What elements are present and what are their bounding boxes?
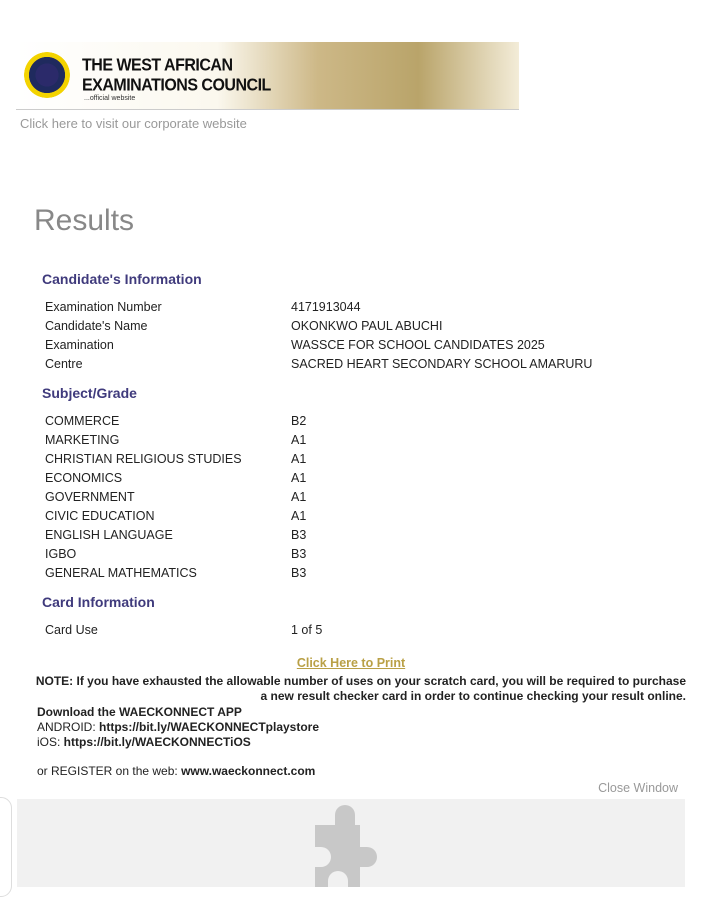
row-value: OKONKWO PAUL ABUCHI <box>291 319 443 333</box>
row-value: 4171913044 <box>291 300 361 314</box>
candidate-row <box>45 317 645 336</box>
ios-label: iOS: <box>37 735 64 749</box>
row-label: Centre <box>45 357 83 371</box>
subjects-row <box>45 412 645 431</box>
row-value: A1 <box>291 490 307 504</box>
waec-banner <box>16 42 519 110</box>
subjects-row <box>45 545 645 564</box>
subjects-row <box>45 450 645 469</box>
row-label: COMMERCE <box>45 414 120 428</box>
row-label: MARKETING <box>45 433 120 447</box>
register-info <box>37 764 315 778</box>
android-link[interactable]: https://bit.ly/WAECKONNECTplaystore <box>99 720 320 734</box>
subject-grade-heading: Subject/Grade <box>42 385 137 401</box>
row-value: SACRED HEART SECONDARY SCHOOL AMARURU <box>291 357 593 371</box>
row-value: A1 <box>291 471 307 485</box>
row-label: Candidate's Name <box>45 319 148 333</box>
android-label: ANDROID: <box>37 720 100 734</box>
download-info <box>37 705 319 750</box>
logo-tagline: ...official website <box>84 95 136 102</box>
row-value: B2 <box>291 414 307 428</box>
note-text: NOTE: If you have exhausted the allowable number of uses on your scratch card, you will be required to purchase a new result checker card in order to continue checking your result online. <box>35 674 686 703</box>
ios-link[interactable]: https://bit.ly/WAECKONNECTiOS <box>63 735 251 749</box>
candidate-info-heading: Candidate's Information <box>42 271 202 287</box>
corporate-website-link[interactable]: Click here to visit our corporate website <box>20 116 247 131</box>
row-value: B3 <box>291 528 307 542</box>
row-label: Card Use <box>45 623 98 637</box>
candidate-row <box>45 355 645 374</box>
side-panel-edge <box>0 797 12 897</box>
register-link[interactable]: www.waeckonnect.com <box>181 764 316 778</box>
card-info-heading: Card Information <box>42 594 155 610</box>
close-window-link[interactable]: Close Window <box>598 781 678 795</box>
download-title: Download the WAECKONNECT APP <box>37 705 242 719</box>
print-link[interactable]: Click Here to Print <box>296 656 406 670</box>
row-label: Examination Number <box>45 300 162 314</box>
plugin-placeholder <box>17 799 685 887</box>
row-label: GENERAL MATHEMATICS <box>45 566 197 580</box>
candidate-row <box>45 298 645 317</box>
subjects-row <box>45 469 645 488</box>
row-label: Examination <box>45 338 114 352</box>
row-label: CIVIC EDUCATION <box>45 509 155 523</box>
waec-seal-icon <box>24 52 70 98</box>
logo-text: THE WEST AFRICAN EXAMINATIONS COUNCIL <box>82 56 271 95</box>
subjects-row <box>45 431 645 450</box>
subjects-row <box>45 488 645 507</box>
page-title: Results <box>34 204 135 237</box>
row-value: A1 <box>291 509 307 523</box>
subjects-row <box>45 507 645 526</box>
row-label: GOVERNMENT <box>45 490 135 504</box>
subjects-row <box>45 526 645 545</box>
row-value: A1 <box>291 433 307 447</box>
candidate-row <box>45 336 645 355</box>
row-value: B3 <box>291 566 307 580</box>
subjects-row <box>45 564 645 583</box>
card-row <box>45 621 645 640</box>
row-label: CHRISTIAN RELIGIOUS STUDIES <box>45 452 242 466</box>
row-value: A1 <box>291 452 307 466</box>
row-label: ECONOMICS <box>45 471 123 485</box>
row-value: B3 <box>291 547 307 561</box>
register-label: or REGISTER on the web: <box>37 764 182 778</box>
row-value: WASSCE FOR SCHOOL CANDIDATES 2025 <box>291 338 545 352</box>
row-label: IGBO <box>45 547 77 561</box>
row-value: 1 of 5 <box>291 623 323 637</box>
puzzle-piece-icon <box>315 805 395 887</box>
row-label: ENGLISH LANGUAGE <box>45 528 173 542</box>
